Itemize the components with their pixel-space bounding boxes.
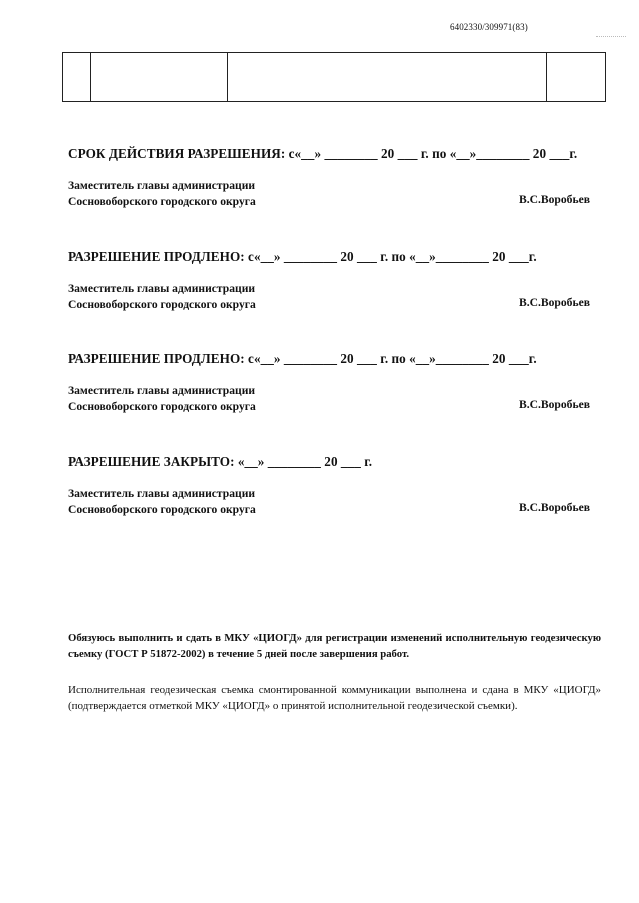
permit-validity-section <box>68 146 592 212</box>
empty-table-row <box>62 52 606 102</box>
signer-name: В.С.Воробьев <box>518 296 590 309</box>
document-number: 6402330/309971(83) <box>450 22 528 32</box>
period-line: РАЗРЕШЕНИЕ ПРОДЛЕНО: с«__» ________ 20 ___ г. по «__»________ 20 ___г. <box>68 351 537 366</box>
permit-extended-section <box>68 249 592 315</box>
signature-block <box>68 383 592 417</box>
period-line: СРОК ДЕЙСТВИЯ РАЗРЕШЕНИЯ: с«__» ________ 20 ___ г. по «__»________ 20 ___г. <box>68 146 578 161</box>
signer-role-line1: Заместитель главы администрации <box>68 384 256 397</box>
signer-role-line1: Заместитель главы администрации <box>68 282 256 295</box>
period-line: РАЗРЕШЕНИЕ ПРОДЛЕНО: с«__» ________ 20 ___ г. по «__»________ 20 ___г. <box>68 249 537 264</box>
permit-extended-section <box>68 351 592 417</box>
table-column-divider <box>546 53 547 101</box>
signer-role-line1: Заместитель главы администрации <box>68 179 256 192</box>
signer-role-line2: Сосновоборского городского округа <box>68 298 256 311</box>
geodetic-survey-obligation: Обязуюсь выполнить и сдать в МКУ «ЦИОГД» для регистрации изменений исполнительную геодезическую съемку (ГОСТ Р 51872-2002) в течение 5 дней после завершения работ. <box>68 632 601 660</box>
signer-role-line1: Заместитель главы администрации <box>68 487 256 500</box>
signer-name: В.С.Воробьев <box>518 193 590 206</box>
signer-name: В.С.Воробьев <box>518 398 590 411</box>
signature-block <box>68 281 592 315</box>
table-column-divider <box>227 53 228 101</box>
signer-name: В.С.Воробьев <box>518 501 590 514</box>
signature-block <box>68 486 592 520</box>
scan-mark <box>596 36 626 37</box>
signer-role-line2: Сосновоборского городского округа <box>68 195 256 208</box>
permit-closed-section <box>68 454 592 520</box>
signer-role-line2: Сосновоборского городского округа <box>68 503 256 516</box>
execution-survey-note: Исполнительная геодезическая съемка смонтированной коммуникации выполнена и сдана в МКУ «ЦИОГД» (подтверждается отметкой МКУ «ЦИОГД» о принятой исполнительной геодезической съемки). <box>68 684 601 712</box>
table-column-divider <box>90 53 91 101</box>
signature-block <box>68 178 592 212</box>
period-line: РАЗРЕШЕНИЕ ЗАКРЫТО: «__» ________ 20 ___ г. <box>68 454 373 469</box>
signer-role-line2: Сосновоборского городского округа <box>68 400 256 413</box>
